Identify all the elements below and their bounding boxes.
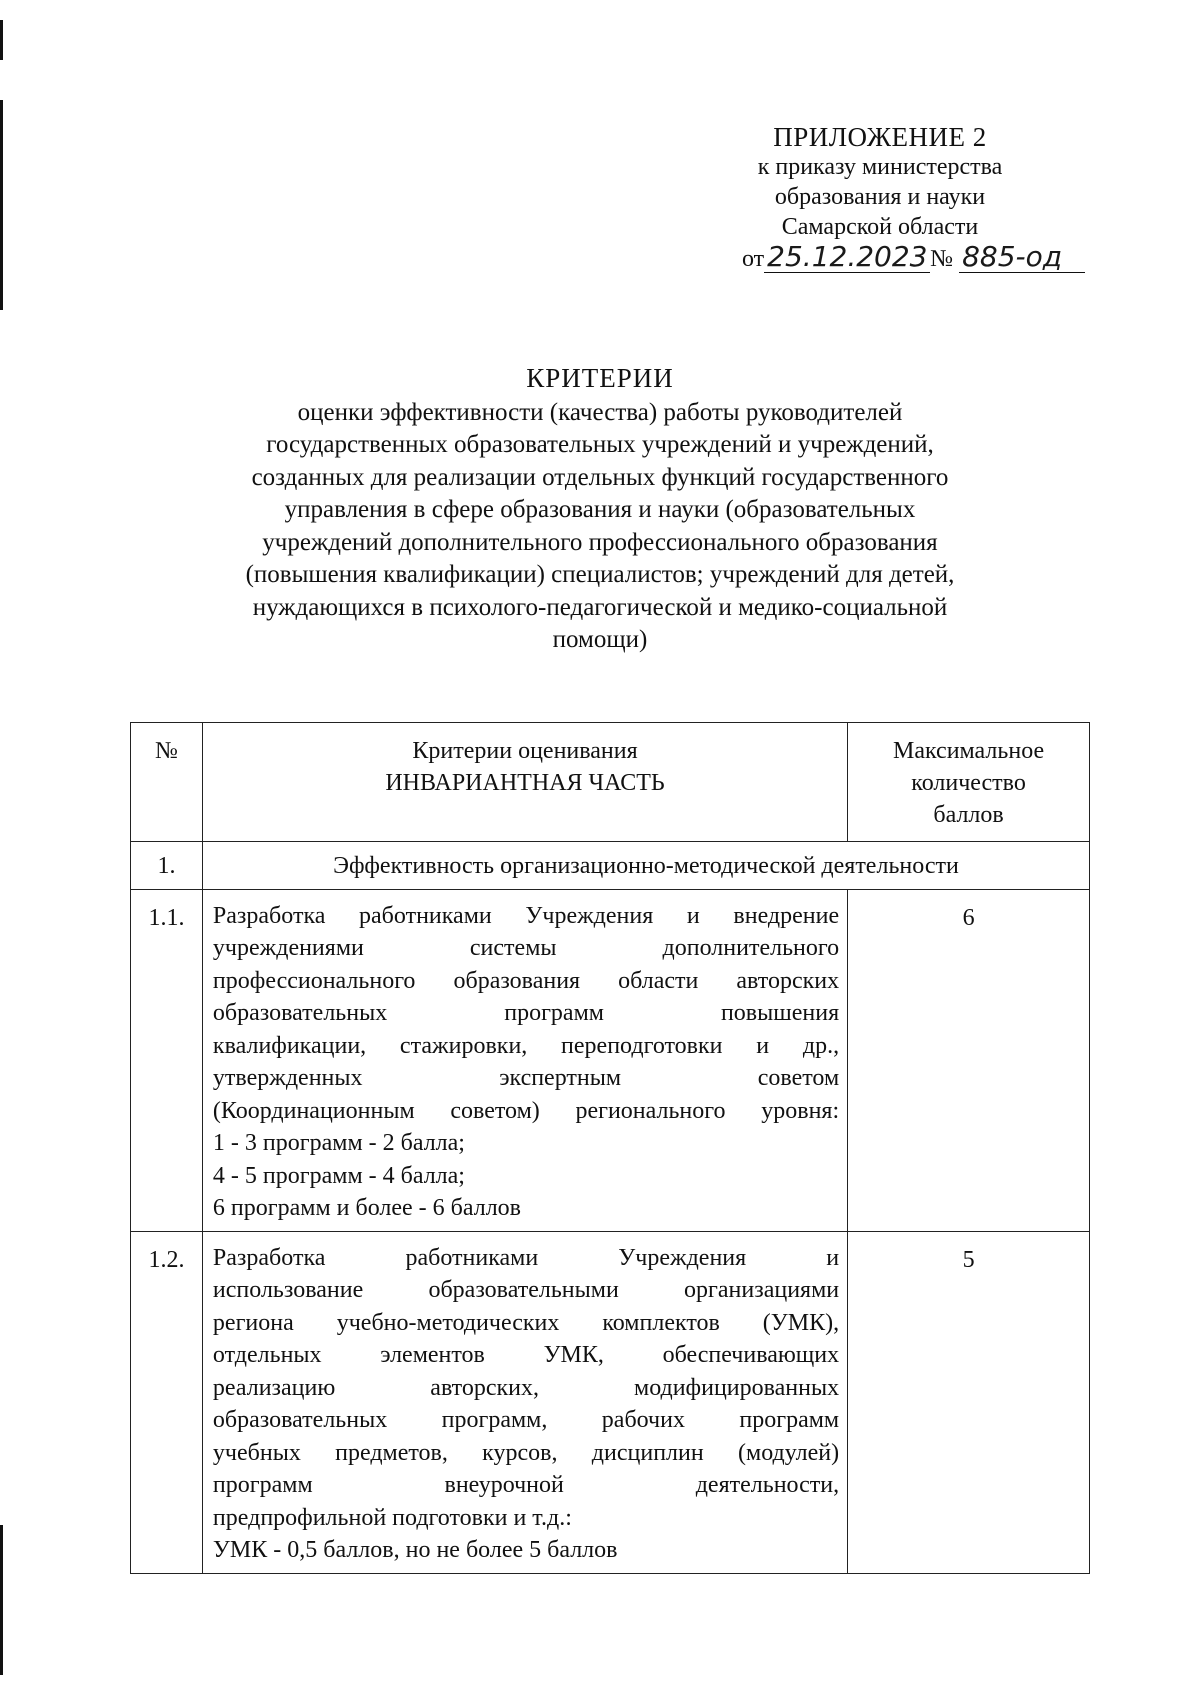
criteria-line: использование образовательными организациями xyxy=(212,1277,840,1303)
criteria-line: отдельных элементов УМК, обеспечивающих xyxy=(212,1342,840,1368)
section-title: Эффективность организационно-методической деятельности xyxy=(202,842,1089,890)
criteria-line: квалификации, стажировки, переподготовки и др., xyxy=(212,1032,840,1059)
criteria-line: Разработка работниками Учреждения и внедрение xyxy=(212,902,840,929)
header-criteria-line: Критерии оценивания xyxy=(412,738,638,764)
header-max-line: баллов xyxy=(933,802,1004,828)
criteria-line: Разработка работниками Учреждения и xyxy=(212,1244,840,1271)
heading-line: нуждающихся в психолого-педагогической и медико-социальной xyxy=(252,593,948,621)
handwritten-date: 25.12.2023 xyxy=(764,242,930,273)
header-criteria-line: ИНВАРИАНТНАЯ ЧАСТЬ xyxy=(385,770,665,796)
scan-edge-mark xyxy=(0,1525,3,1675)
section-row xyxy=(131,842,1090,890)
criteria-line: учебных предметов, курсов, дисциплин (модулей) xyxy=(212,1439,840,1466)
heading-line: государственных образовательных учреждений и учреждений, xyxy=(266,431,934,458)
row-criteria-text xyxy=(202,1231,847,1573)
row-max-points: 5 xyxy=(848,1231,1090,1573)
appendix-title: ПРИЛОЖЕНИЕ 2 xyxy=(773,122,987,152)
header-max-points xyxy=(848,723,1090,842)
number-sign: № xyxy=(930,246,954,272)
criteria-line: (Координационным советом) регионального уровня: xyxy=(212,1097,840,1124)
heading-line: управления в сфере образования и науки (образовательных xyxy=(284,496,916,523)
section-number: 1. xyxy=(131,842,203,890)
table-row xyxy=(131,889,1090,1231)
heading-line: оценки эффективности (качества) работы руководителей xyxy=(297,398,903,426)
scan-edge-mark xyxy=(0,100,3,310)
heading-line: созданных для реализации отдельных функций государственного xyxy=(251,463,949,491)
scan-edge-mark xyxy=(0,20,3,60)
date-prefix: от xyxy=(742,246,765,272)
criteria-line: предпрофильной подготовки и т.д.: xyxy=(212,1504,572,1531)
table-header-row xyxy=(131,723,1090,842)
row-number: 1.1. xyxy=(131,889,203,1231)
criteria-line: программ внеурочной деятельности, xyxy=(212,1472,840,1498)
header-criteria xyxy=(202,723,847,842)
criteria-table xyxy=(130,722,1090,1574)
header-max-line: количество xyxy=(911,770,1026,796)
heading-line: помощи) xyxy=(552,626,648,653)
appendix-line: образования и науки xyxy=(774,184,986,210)
header-max-line: Максимальное xyxy=(892,738,1045,764)
heading-line: учреждений дополнительного профессионального образования xyxy=(262,528,938,556)
appendix-block xyxy=(720,122,1063,274)
appendix-line: к приказу министерства xyxy=(757,154,1003,180)
criteria-line: учреждениями системы дополнительного xyxy=(212,935,840,961)
criteria-line: региона учебно-методических комплектов (УМК), xyxy=(212,1309,840,1336)
criteria-line: образовательных программ, рабочих программ xyxy=(212,1407,840,1433)
criteria-line: 1 - 3 программ - 2 балла; xyxy=(212,1130,465,1156)
criteria-line: 4 - 5 программ - 4 балла; xyxy=(212,1162,465,1189)
appendix-line: Самарской области xyxy=(781,214,979,240)
criteria-line: 6 программ и более - 6 баллов xyxy=(212,1195,522,1221)
header-number: № xyxy=(131,723,203,842)
criteria-line: образовательных программ повышения xyxy=(212,1000,840,1026)
heading-line: (повышения квалификации) специалистов; учреждений для детей, xyxy=(245,561,955,588)
row-number: 1.2. xyxy=(131,1231,203,1573)
criteria-line: профессионального образования области авторских xyxy=(212,967,840,994)
handwritten-order-number: 885-од xyxy=(959,242,1085,273)
table-row xyxy=(131,1231,1090,1573)
row-max-points: 6 xyxy=(848,889,1090,1231)
criteria-line: УМК - 0,5 баллов, но не более 5 баллов xyxy=(212,1537,618,1563)
document-title: КРИТЕРИИ xyxy=(526,363,674,393)
order-date-line xyxy=(720,240,1063,274)
criteria-line: утвержденных экспертным советом xyxy=(212,1065,840,1091)
criteria-line: реализацию авторских, модифицированных xyxy=(212,1374,840,1401)
row-criteria-text xyxy=(202,889,847,1231)
document-heading xyxy=(180,362,1020,657)
